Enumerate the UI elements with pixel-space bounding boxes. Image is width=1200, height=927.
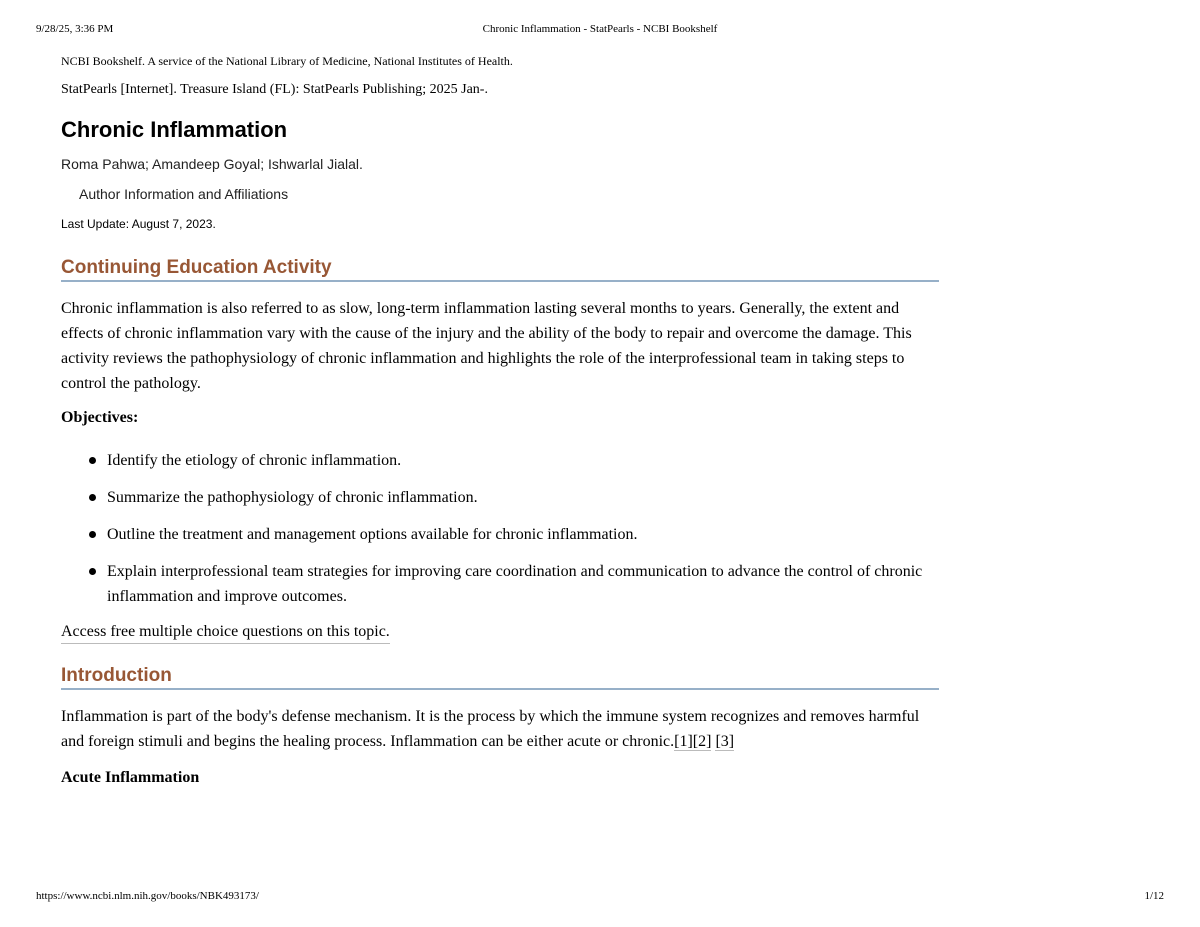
intro-paragraph <box>61 704 939 754</box>
bookshelf-note: NCBI Bookshelf. A service of the National Library of Medicine, National Institutes of Health. <box>61 54 513 68</box>
mcq-link[interactable]: Access free multiple choice questions on this topic. <box>61 621 390 644</box>
reference-link-2[interactable]: [2] <box>692 733 712 750</box>
print-date: 9/28/25, 3:36 PM <box>36 23 114 35</box>
objective-text: Identify the etiology of chronic inflammation. <box>107 452 402 469</box>
print-page-title: Chronic Inflammation - StatPearls - NCBI Bookshelf <box>482 23 718 35</box>
objective-text: Summarize the pathophysiology of chronic inflammation. <box>107 489 478 506</box>
bullet-icon <box>89 457 96 464</box>
bullet-icon <box>89 531 96 538</box>
bullet-icon <box>89 568 96 575</box>
intro-text: Inflammation is part of the body's defense mechanism. It is the process by which the immune system recognizes and removes harmful and foreign stimuli and begins the healing process. Inflammation can be either acute or chronic. <box>61 708 920 750</box>
print-header <box>36 23 1164 37</box>
page-number: 1/12 <box>1144 890 1164 902</box>
ce-paragraph: Chronic inflammation is also referred to as slow, long-term inflammation lasting several months to years. Generally, the extent and effects of chronic inflammation vary with the cause of the injury and the ability of the body to repair and overcome the damage. This activity reviews the pathophysiology of chronic inflammation and highlights the role of the interprofessional team in taking steps to control the pathology. <box>61 300 912 392</box>
print-footer <box>36 890 1164 904</box>
list-item <box>107 522 939 547</box>
objective-text: Explain interprofessional team strategies for improving care coordination and communication to advance the control of chronic inflammation and improve outcomes. <box>107 563 923 605</box>
objective-text: Outline the treatment and management options available for chronic inflammation. <box>107 526 638 543</box>
section-heading-introduction: Introduction <box>61 664 939 690</box>
page-url: https://www.ncbi.nlm.nih.gov/books/NBK493173/ <box>36 890 259 902</box>
list-item <box>107 485 939 510</box>
bullet-icon <box>89 494 96 501</box>
citation: StatPearls [Internet]. Treasure Island (FL): StatPearls Publishing; 2025 Jan-. <box>61 82 488 97</box>
author-info-link[interactable]: Author Information and Affiliations <box>79 186 289 202</box>
list-item <box>107 559 939 609</box>
section-heading-continuing-education: Continuing Education Activity <box>61 256 939 282</box>
article-content <box>61 50 939 788</box>
authors: Roma Pahwa; Amandeep Goyal; Ishwarlal Jialal. <box>61 156 363 172</box>
acute-inflammation-subheading: Acute Inflammation <box>61 769 200 786</box>
reference-link-3[interactable]: [3] <box>715 733 735 750</box>
last-update: Last Update: August 7, 2023. <box>61 217 216 231</box>
objectives-list <box>61 448 939 609</box>
objectives-label: Objectives: <box>61 409 139 426</box>
reference-link-1[interactable]: [1] <box>674 733 693 750</box>
article-title: Chronic Inflammation <box>61 117 288 142</box>
list-item <box>107 448 939 473</box>
